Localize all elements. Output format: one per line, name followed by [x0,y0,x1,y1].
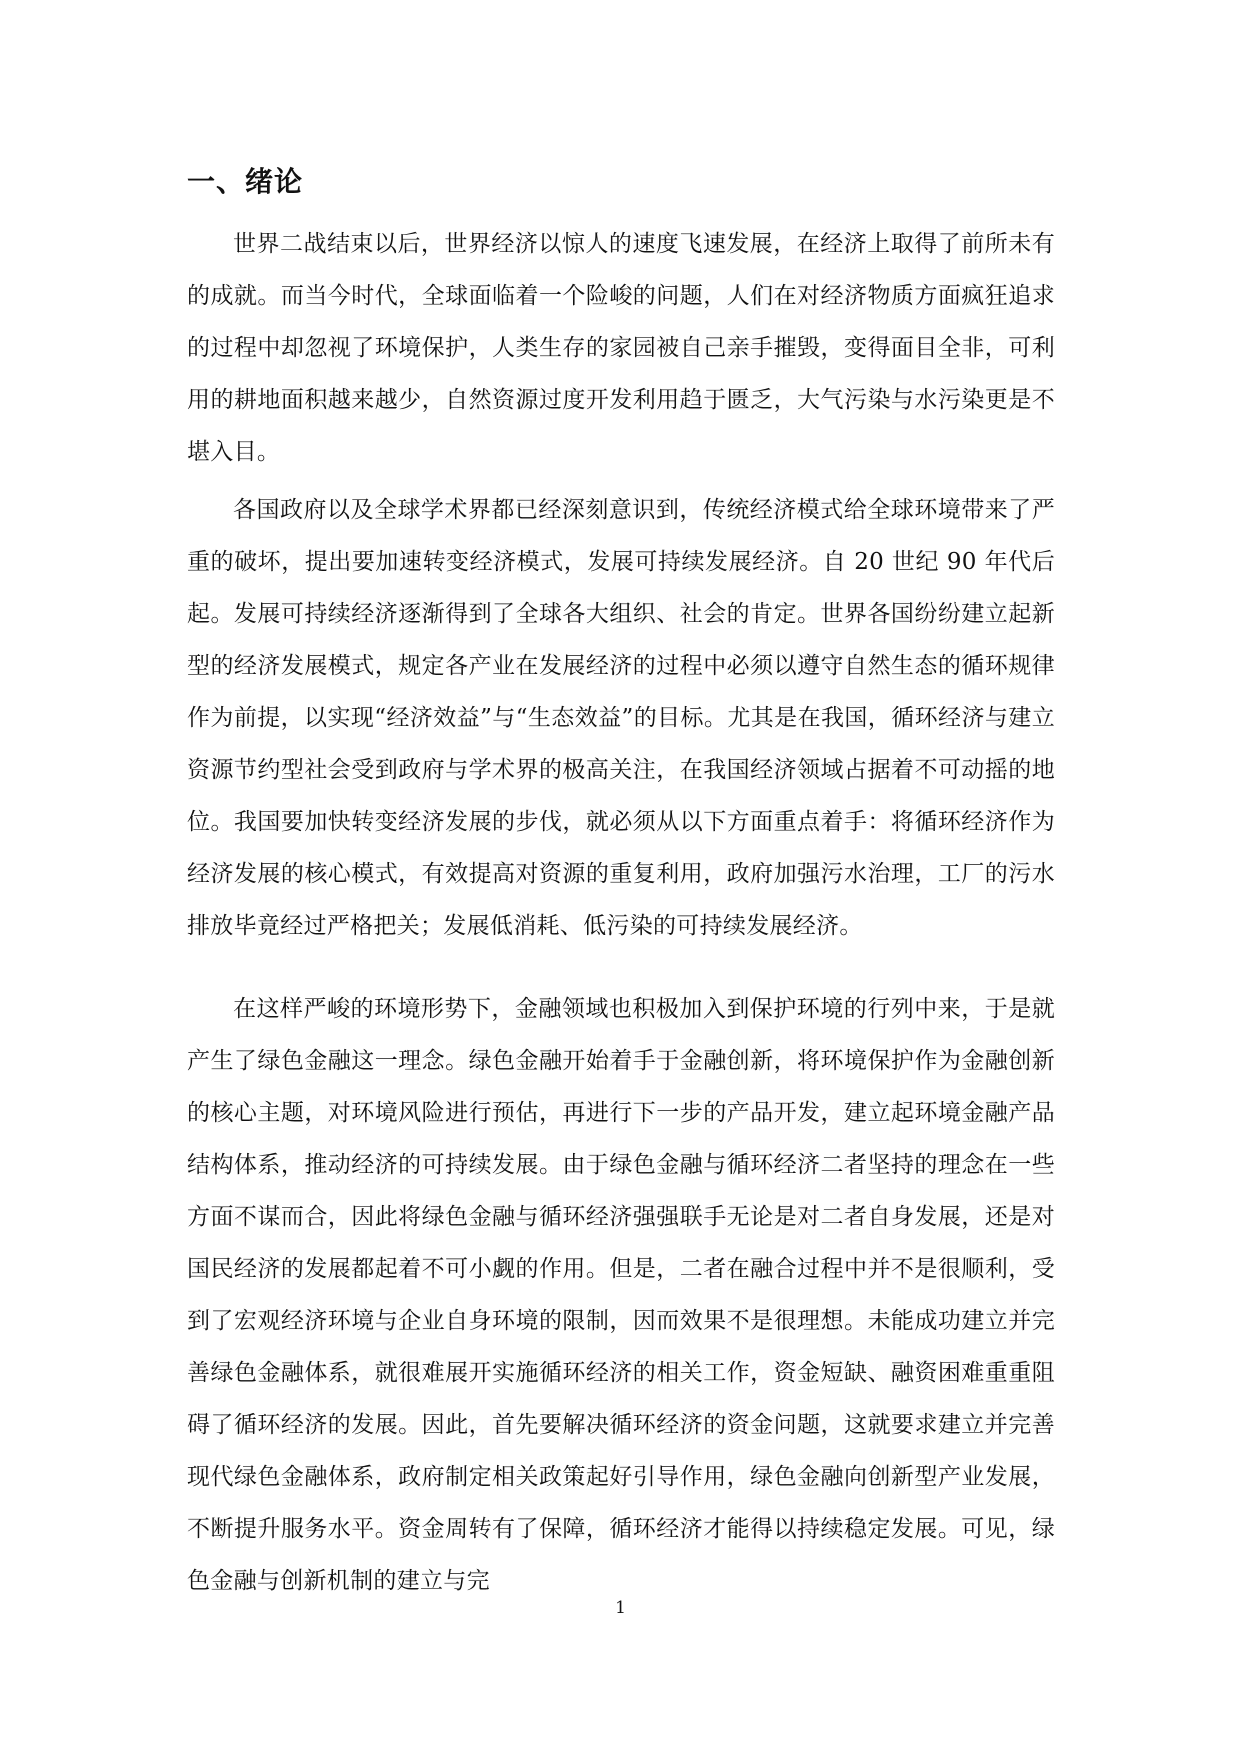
body-paragraph: 各国政府以及全球学术界都已经深刻意识到，传统经济模式给全球环境带来了严重的破坏，提出要加速转变经济模式，发展可持续发展经济。自 20 世纪 90 年代后起。发展可持续经济逐渐得到了全球各大组织、社会的肯定。世界各国纷纷建立起新型的经济发展模式，规定各产业在发展经济的过程中必须以遵守自然生态的循环规律作为前提，以实现“经济效益”与“生态效益”的目标。尤其是在我国，循环经济与建立资源节约型社会受到政府与学术界的极高关注，在我国经济领域占据着不可动摇的地位。我国要加快转变经济发展的步伐，就必须从以下方面重点着手：将循环经济作为经济发展的核心模式，有效提高对资源的重复利用，政府加强污水治理，工厂的污水排放毕竟经过严格把关；发展低消耗、低污染的可持续发展经济。 [187,497,1055,939]
page-number: 1 [615,1598,626,1618]
body-paragraph: 世界二战结束以后，世界经济以惊人的速度飞速发展，在经济上取得了前所未有的成就。而当今时代，全球面临着一个险峻的问题，人们在对经济物质方面疯狂追求的过程中却忽视了环境保护，人类生存的家园被自己亲手摧毁，变得面目全非，可利用的耕地面积越来越少，自然资源过度开发利用趋于匮乏，大气污染与水污染更是不堪入目。 [187,231,1055,465]
section-heading: 一、绪论 [187,165,304,198]
body-paragraph: 在这样严峻的环境形势下，金融领域也积极加入到保护环境的行列中来，于是就产生了绿色金融这一理念。绿色金融开始着手于金融创新，将环境保护作为金融创新的核心主题，对环境风险进行预估，再进行下一步的产品开发，建立起环境金融产品结构体系，推动经济的可持续发展。由于绿色金融与循环经济二者坚持的理念在一些方面不谋而合，因此将绿色金融与循环经济强强联手无论是对二者自身发展，还是对国民经济的发展都起着不可小觑的作用。但是，二者在融合过程中并不是很顺利，受到了宏观经济环境与企业自身环境的限制，因而效果不是很理想。未能成功建立并完善绿色金融体系，就很难展开实施循环经济的相关工作，资金短缺、融资困难重重阻碍了循环经济的发展。因此，首先要解决循环经济的资金问题，这就要求建立并完善现代绿色金融体系，政府制定相关政策起好引导作用，绿色金融向创新型产业发展，不断提升服务水平。资金周转有了保障，循环经济才能得以持续稳定发展。可见，绿色金融与创新机制的建立与完 [187,996,1055,1594]
